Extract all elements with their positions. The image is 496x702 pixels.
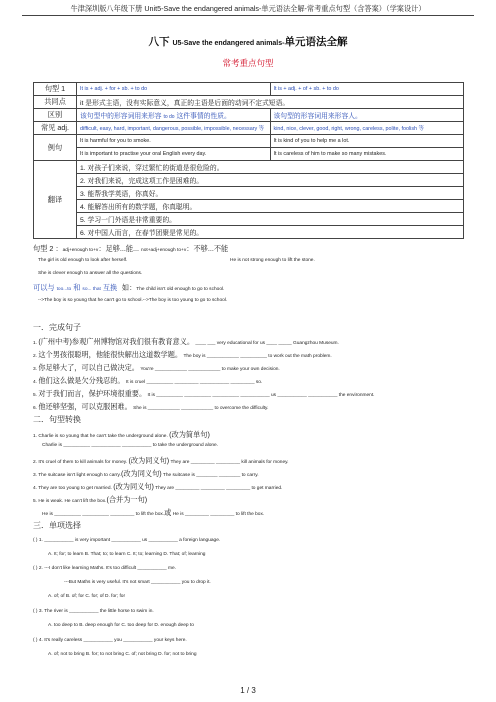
translation-item: 4. 能解答出所有的数学题，你真聪明。 — [77, 200, 464, 213]
mcq-question: ( ) 1. ___________ is very important ___________ us ___________ a foreign language. — [33, 538, 221, 543]
example-left: It is important to practise your oral English every day. — [77, 148, 271, 161]
pattern-right: It is + adj. + of + sb. + to do — [270, 83, 464, 96]
transform-item: 1. Charlie is so young that he can't take the underground alone. (改为简单句) — [33, 430, 210, 439]
table-row — [34, 226, 464, 239]
table-row — [34, 135, 464, 148]
table-row — [34, 200, 464, 213]
example-right: It is careless of him to make so many mistakes. — [270, 148, 464, 161]
completion-item: 1. (广州中考)参观广州博物馆对我们很有教育意义。 ____ ___ very educational for us ____ _____ Guangzhou Museum. — [33, 337, 339, 346]
title-suffix: 单元语法全解 — [284, 36, 348, 48]
example-sentence: He is not strong enough to lift the stone. — [230, 258, 315, 263]
transform-answer: Charlie is __________ ___________ ___________ to take the underground alone. — [42, 443, 219, 448]
translation-item: 6. 对中国人而言，在春节团聚是常见的。 — [77, 226, 464, 239]
section-subtitle: 常考重点句型 — [222, 58, 274, 68]
transform-item: 2. It's cruel of them to kill animals for money. (改为同义句) They are _________ _________ kill animals for money. — [33, 456, 289, 465]
table-row — [34, 83, 464, 96]
mcq-options: A. too deep to B. deep enough for C. too deep for D. enough deep to — [48, 623, 194, 628]
mcq-options: A. of; not to bring B. for; to not bring C. of; not bring D. for; not to bring — [48, 652, 197, 657]
mcq-question: ( ) 4. It's really careless ___________ you ___________ your keys here. — [33, 638, 187, 643]
table-row — [34, 148, 464, 161]
table-row — [34, 96, 464, 109]
completion-item: 2. 这个男孩很聪明，他能很快解出这道数学题。 The boy is ____________ __________ to work out the math problem. — [33, 350, 332, 359]
title-english: U5-Save the endangered animals- — [172, 40, 285, 47]
common-adj-right: kind, nice, clever, good, right, wrong, careless, polite, foolish 等 — [270, 122, 464, 135]
translation-item: 5. 学习一门外语是非常重要的。 — [77, 213, 464, 226]
mcq-question: ( ) 2. ---I don't like learning Maths. It's too difficult ___________ me. — [33, 566, 177, 571]
translation-item: 3. 能帮我学英语，你真好。 — [77, 187, 464, 200]
section-3-heading: 三．单项选择 — [33, 521, 81, 530]
table-row — [34, 174, 464, 187]
common-adj-left: difficult, easy, hard, important, dangerous, possible, impossible, necessary 等 — [77, 122, 271, 135]
example-left: It is harmful for you to smoke. — [77, 135, 271, 148]
example-right: It is kind of you to help me a lot. — [270, 135, 464, 148]
pattern-left: It is + adj. + for + sb. + to do — [77, 83, 271, 96]
table-row — [34, 213, 464, 226]
swap-line: 可以与 too...to 和 so... that 互换 如：The child isn't old enough to go to school. — [33, 283, 225, 292]
translation-item: 2. 对我们来说，完成这项工作是困难的。 — [77, 174, 464, 187]
completion-item: 6. 他还够坚强，可以克服困难。 She is ____________ ____________ to overcome the difficulty. — [33, 402, 269, 411]
transform-item: 3. The suitcase isn't light enough to carry.(改为同义句) The suitcase is ________ ________ to carry. — [33, 469, 259, 478]
common-point-text: it 是形式主语，没有实际意义，真正的主语是后面的动词不定式短语。 — [77, 96, 464, 109]
swap-example: -->The boy is so young that he can't go to school.-->The boy is too young to go to school. — [38, 298, 228, 303]
page-header: 牛津深圳版八年级下册 Unit5-Save the endangered animals-单元语法全解-常考重点句型（含答案）（学案设计） — [70, 4, 426, 13]
table-row — [34, 109, 464, 122]
example-sentence: The girl is old enough to look after herself. — [38, 258, 128, 263]
header-rule — [22, 15, 474, 16]
mcq-options: A. of; of B. of; for C. for; of D. for; for — [48, 594, 126, 599]
mcq-question-cont: ---But Maths is very useful. It's not smart ___________ you to drop it. — [64, 580, 211, 585]
transform-item: 4. They are too young to get married. (改为同义句) They are _________ _________ _________ to get married. — [33, 482, 283, 491]
table-row — [34, 122, 464, 135]
example-sentence: She is clever enough to answer all the questions. — [38, 271, 143, 276]
difference-right: 该句型的形容词用来形容人。 — [270, 109, 464, 122]
mcq-question: ( ) 3. The river is ___________ the little horse to swim in. — [33, 609, 154, 614]
document-title — [0, 34, 496, 49]
row-label: 句型 1 — [34, 83, 77, 96]
row-label: 例句 — [34, 135, 77, 161]
section-1-heading: 一．完成句子 — [33, 323, 81, 332]
transform-answer: He is __________ __________ _________ to lift the box.或 He is _________ _________ to lift the box. — [42, 508, 265, 517]
translation-item: 1. 对孩子们来说，穿过繁忙的街道是很危险的。 — [77, 161, 464, 174]
completion-item: 5. 对于我们而言，保护环境很重要。 It is __________ __________ __________ ___________ us ___________ ___________ the environment. — [33, 389, 375, 398]
row-label: 区别 — [34, 109, 77, 122]
completion-item: 3. 你足够大了，可以自己做决定。 You're ____________ ____________ to make your own decision. — [33, 363, 280, 372]
grammar-table — [33, 82, 464, 239]
row-label: 常见 adj. — [34, 122, 77, 135]
title-prefix: 八下 — [148, 36, 173, 48]
table-row — [34, 187, 464, 200]
page-number: 1 / 3 — [240, 686, 256, 695]
completion-item: 4. 他们这么做是欠分残忍的。 It is cruel __________ _________ ___________ _________ so. — [33, 376, 263, 385]
transform-item: 5. He is weak. He can't lift the box.(合并为一句) — [33, 495, 148, 504]
pattern-2-line: 句型 2 ：adj+enough to+v：足够...能... not+adj+enough to+v：不够...不能 — [33, 244, 229, 253]
row-label: 翻译 — [34, 161, 77, 239]
row-label: 共同点 — [34, 96, 77, 109]
section-2-heading: 二．句型转换 — [33, 415, 81, 424]
mcq-options: A. It; for; to learn B. That; to; to learn C. It; to; learning D. That; of; learning — [48, 552, 206, 557]
difference-left: 该句型中的形容词用来形容 to do 这件事情的性质。 — [77, 109, 271, 122]
table-row — [34, 161, 464, 174]
